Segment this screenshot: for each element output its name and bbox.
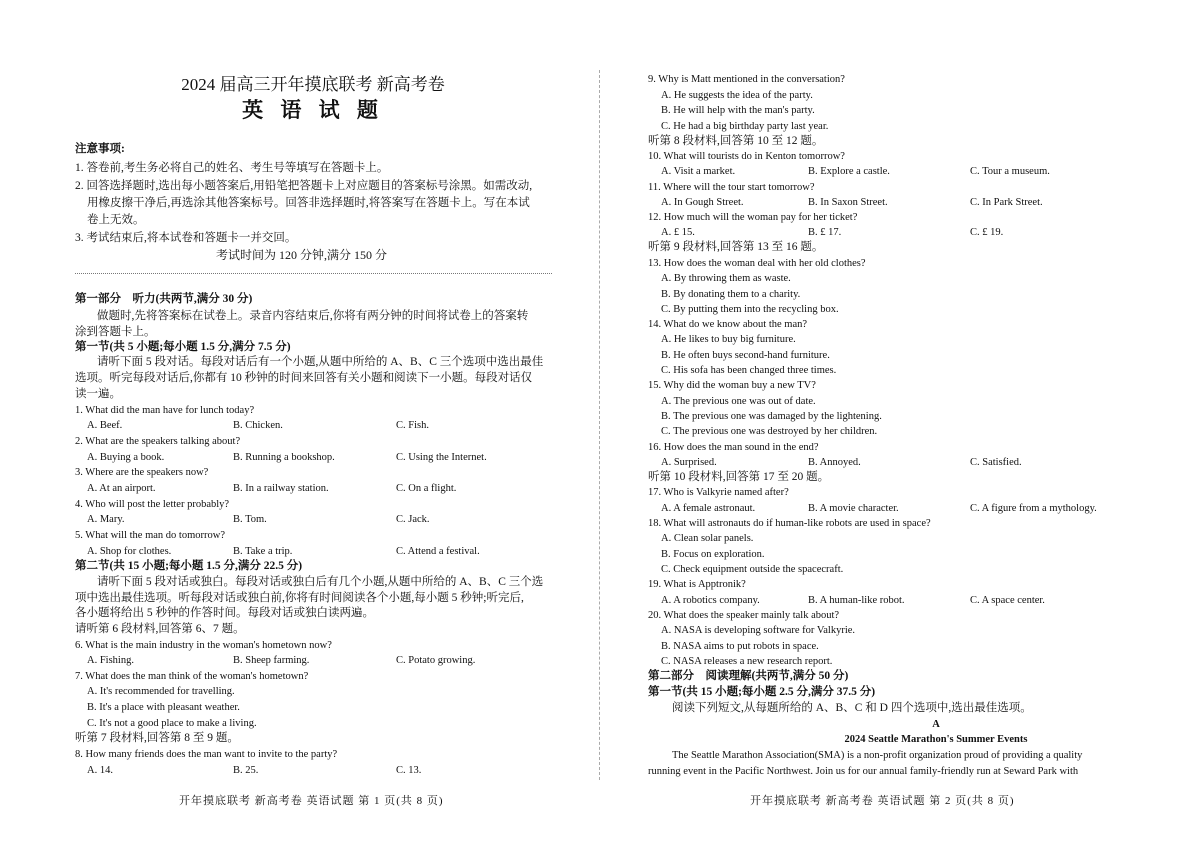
option: B. £ 17.: [808, 227, 842, 238]
passage-letter: A: [932, 719, 940, 730]
section1-heading: 第一节(共 5 小题;每小题 1.5 分,满分 7.5 分): [75, 341, 291, 353]
option: B. In a railway station.: [233, 483, 329, 494]
part2-heading: 第二部分 阅读理解(共两节,满分 50 分): [648, 670, 849, 682]
option: B. Take a trip.: [233, 546, 293, 557]
question: 20. What does the speaker mainly talk about?: [648, 610, 840, 621]
option: B. Explore a castle.: [808, 166, 890, 177]
section1-desc: 选项。听完每段对话后,你都有 10 秒钟的时间来回答有关小题和阅读下一小题。每段对话仅: [75, 372, 533, 384]
section2-desc: 请听下面 5 段对话或独白。每段对话或独白后有几个小题,从题中所给的 A、B、C 三个选: [97, 576, 544, 588]
option: B. He will help with the man's party.: [661, 105, 815, 116]
option: B. By donating them to a charity.: [661, 289, 801, 300]
question: 4. Who will post the letter probably?: [75, 499, 230, 510]
option: A. Beef.: [87, 420, 123, 431]
exam-time: 考试时间为 120 分钟,满分 150 分: [216, 248, 388, 262]
question: 13. How does the woman deal with her old clothes?: [648, 258, 866, 269]
reading-section1-desc: 阅读下列短文,从每题所给的 A、B、C 和 D 四个选项中,选出最佳选项。: [672, 702, 1032, 714]
option: B. Annoyed.: [808, 457, 861, 468]
option: A. The previous one was out of date.: [661, 396, 816, 407]
question: 18. What will astronauts do if human-like robots are used in space?: [648, 518, 931, 529]
option: A. In Gough Street.: [661, 197, 744, 208]
notice-line: 3. 考试结束后,将本试卷和答题卡一并交回。: [75, 232, 297, 244]
option: C. Satisfied.: [970, 457, 1022, 468]
option: C. Attend a festival.: [396, 546, 480, 557]
exam-subject: 英 语 试 题: [242, 98, 384, 122]
option: A. £ 15.: [661, 227, 695, 238]
option: B. He often buys second-hand furniture.: [661, 350, 830, 361]
option: B. 25.: [233, 765, 259, 776]
option: A. By throwing them as waste.: [661, 273, 791, 284]
part1-heading: 第一部分 听力(共两节,满分 30 分): [75, 293, 253, 305]
question: 17. Who is Valkyrie named after?: [648, 487, 789, 498]
option: C. It's not a good place to make a living.: [87, 718, 257, 729]
part1-desc: 涂到答题卡上。: [75, 326, 156, 338]
option: C. A space center.: [970, 595, 1045, 606]
material-note: 听第 7 段材料,回答第 8 至 9 题。: [75, 732, 239, 744]
option: A. A female astronaut.: [661, 503, 756, 514]
question: 5. What will the man do tomorrow?: [75, 530, 225, 541]
option: A. Visit a market.: [661, 166, 736, 177]
section2-heading: 第二节(共 15 小题;每小题 1.5 分,满分 22.5 分): [75, 560, 303, 572]
passage-line: running event in the Pacific Northwest. Join us for our annual family-friendly run at Seward Park with: [648, 766, 1079, 777]
option: A. At an airport.: [87, 483, 156, 494]
question: 9. Why is Matt mentioned in the conversation?: [648, 74, 845, 85]
option: A. NASA is developing software for Valkyrie.: [661, 625, 856, 636]
question: 19. What is Apptronik?: [648, 579, 746, 590]
option: A. It's recommended for travelling.: [87, 686, 235, 697]
option: C. Fish.: [396, 420, 429, 431]
option: C. He had a big birthday party last year.: [661, 121, 829, 132]
separator-line: [75, 273, 552, 274]
option: B. It's a place with pleasant weather.: [87, 702, 240, 713]
exam-title: 2024 届高三开年摸底联考 新高考卷: [181, 75, 445, 94]
option: B. In Saxon Street.: [808, 197, 888, 208]
notice-line: 1. 答卷前,考生务必将自己的姓名、考生号等填写在答题卡上。: [75, 162, 389, 174]
page-footer: 开年摸底联考 新高考卷 英语试题 第 1 页(共 8 页): [179, 795, 444, 807]
option: B. NASA aims to put robots in space.: [661, 641, 819, 652]
question: 15. Why did the woman buy a new TV?: [648, 380, 816, 391]
option: C. In Park Street.: [970, 197, 1043, 208]
notice-line: 卷上无效。: [87, 214, 145, 226]
notice-heading: 注意事项:: [75, 143, 125, 155]
question: 6. What is the main industry in the woman's hometown now?: [75, 640, 332, 651]
question: 16. How does the man sound in the end?: [648, 442, 819, 453]
option: A. Clean solar panels.: [661, 533, 754, 544]
option: A. He suggests the idea of the party.: [661, 90, 813, 101]
option: C. The previous one was destroyed by her children.: [661, 426, 878, 437]
option: B. Focus on exploration.: [661, 549, 765, 560]
option: A. Surprised.: [661, 457, 717, 468]
option: A. Fishing.: [87, 655, 134, 666]
option: A. Buying a book.: [87, 452, 165, 463]
material-note: 听第 10 段材料,回答第 17 至 20 题。: [648, 471, 830, 483]
question: 11. Where will the tour start tomorrow?: [648, 182, 815, 193]
passage-title: 2024 Seattle Marathon's Summer Events: [844, 734, 1028, 745]
option: C. On a flight.: [396, 483, 457, 494]
option: A. He likes to buy big furniture.: [661, 334, 796, 345]
option: A. Mary.: [87, 514, 125, 525]
passage-line: The Seattle Marathon Association(SMA) is a non-profit organization proud of providing a quality: [672, 750, 1083, 761]
option: C. NASA releases a new research report.: [661, 656, 833, 667]
option: C. £ 19.: [970, 227, 1004, 238]
question: 14. What do we know about the man?: [648, 319, 808, 330]
option: C. Check equipment outside the spacecraft.: [661, 564, 844, 575]
question: 1. What did the man have for lunch today?: [75, 405, 255, 416]
question: 2. What are the speakers talking about?: [75, 436, 241, 447]
question: 10. What will tourists do in Kenton tomorrow?: [648, 151, 845, 162]
option: B. Tom.: [233, 514, 267, 525]
option: B. Sheep farming.: [233, 655, 310, 666]
section1-desc: 请听下面 5 段对话。每段对话后有一个小题,从题中所给的 A、B、C 三个选项中选出最佳: [97, 356, 544, 368]
question: 7. What does the man think of the woman's hometown?: [75, 671, 309, 682]
material-note: 请听第 6 段材料,回答第 6、7 题。: [75, 623, 245, 635]
option: B. Chicken.: [233, 420, 283, 431]
option: A. 14.: [87, 765, 113, 776]
option: B. A movie character.: [808, 503, 899, 514]
question: 3. Where are the speakers now?: [75, 467, 209, 478]
question: 8. How many friends does the man want to invite to the party?: [75, 749, 338, 760]
section2-desc: 项中选出最佳选项。听每段对话或独白前,你将有时间阅读各个小题,每小题 5 秒钟;听完后,: [75, 592, 524, 604]
option: C. Jack.: [396, 514, 430, 525]
option: C. Using the Internet.: [396, 452, 487, 463]
question: 12. How much will the woman pay for her ticket?: [648, 212, 858, 223]
reading-section1-heading: 第一节(共 15 小题;每小题 2.5 分,满分 37.5 分): [648, 686, 876, 698]
option: C. Tour a museum.: [970, 166, 1050, 177]
option: B. The previous one was damaged by the lightening.: [661, 411, 882, 422]
part1-desc: 做题时,先将答案标在试卷上。录音内容结束后,你将有两分钟的时间将试卷上的答案转: [97, 310, 529, 322]
notice-line: 2. 回答选择题时,选出每小题答案后,用铅笔把答题卡上对应题目的答案标号涂黑。如需改动,: [75, 180, 533, 192]
material-note: 听第 8 段材料,回答第 10 至 12 题。: [648, 135, 824, 147]
option: C. Potato growing.: [396, 655, 476, 666]
section2-desc: 各小题将给出 5 秒钟的作答时间。每段对话或独白读两遍。: [75, 607, 374, 619]
option: C. A figure from a mythology.: [970, 503, 1097, 514]
option: C. 13.: [396, 765, 422, 776]
option: A. A robotics company.: [661, 595, 760, 606]
section1-desc: 读一遍。: [75, 388, 121, 400]
option: B. A human-like robot.: [808, 595, 905, 606]
notice-line: 用橡皮擦干净后,再选涂其他答案标号。回答非选择题时,将答案写在答题卡上。写在本试: [87, 197, 530, 209]
option: C. His sofa has been changed three times.: [661, 365, 837, 376]
material-note: 听第 9 段材料,回答第 13 至 16 题。: [648, 241, 824, 253]
option: C. By putting them into the recycling box.: [661, 304, 839, 315]
option: B. Running a bookshop.: [233, 452, 335, 463]
option: A. Shop for clothes.: [87, 546, 172, 557]
right-page: [600, 0, 1200, 849]
page-footer: 开年摸底联考 新高考卷 英语试题 第 2 页(共 8 页): [750, 795, 1015, 807]
